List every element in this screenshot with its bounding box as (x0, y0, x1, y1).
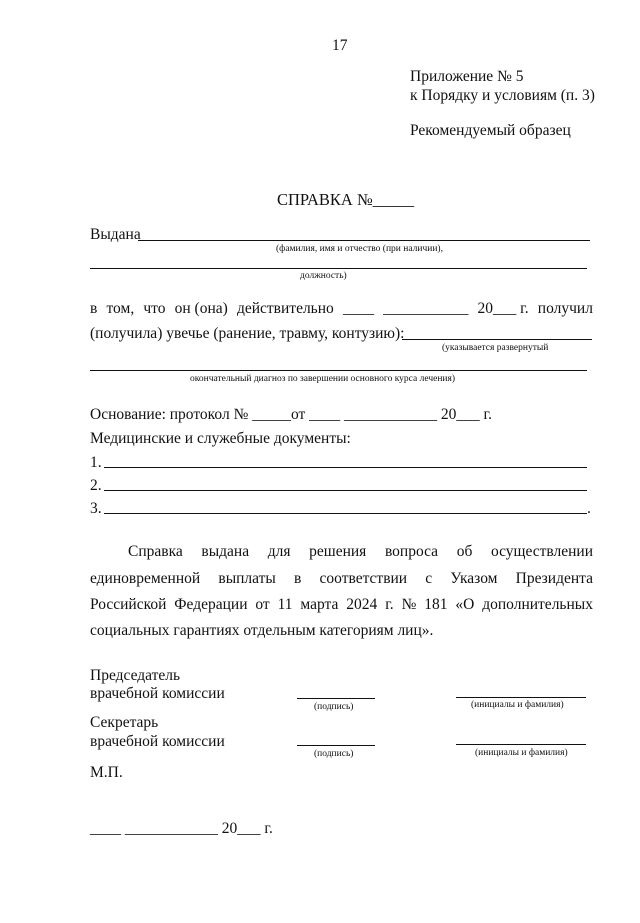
word: в (90, 300, 98, 317)
word: для (267, 543, 291, 560)
document-item-number: 2. (90, 477, 102, 494)
basis-protocol: Основание: протокол № _____от ____ ____________ 20___ г. (90, 406, 493, 423)
word: № (401, 596, 417, 613)
word: дополнительных (482, 596, 593, 613)
secretary-commission: врачебной комиссии (90, 733, 225, 750)
date-day-blank: ____ (342, 300, 374, 317)
caption-signature: (подпись) (314, 702, 354, 712)
paragraph-purpose-line-1 (128, 543, 593, 561)
caption-initials: (инициалы и фамилия) (471, 700, 564, 710)
word: решения (309, 543, 367, 560)
secretary-signature-line (297, 745, 375, 746)
word: действительно (236, 300, 334, 317)
chairman-signature-line (297, 698, 375, 699)
word: в (294, 570, 302, 587)
word: Федерации (174, 596, 248, 613)
seal-mark: М.П. (90, 764, 123, 781)
diagnosis-line-1 (402, 339, 592, 340)
issued-label: Выдана (90, 226, 141, 243)
caption-initials: (инициалы и фамилия) (475, 748, 568, 758)
word: марта (300, 596, 339, 613)
caption-diagnosis-1: (указывается развернутый (442, 343, 549, 353)
word: «О (455, 596, 475, 613)
issued-name-line (138, 240, 590, 241)
caption-full-name: (фамилия, имя и отчество (при наличии), (276, 244, 443, 254)
word: выплаты (218, 570, 276, 587)
paragraph-injury-line-2: (получила) увечье (ранение, травму, контузию): (90, 325, 405, 342)
document-title: СПРАВКА №_____ (277, 190, 414, 209)
word: от (255, 596, 270, 613)
word: соответствии (319, 570, 408, 587)
word: Указом (450, 570, 498, 587)
position-line (90, 268, 587, 269)
appendix-number: Приложение № 5 (410, 68, 524, 85)
word: получил (537, 300, 593, 317)
chairman-title: Председатель (90, 667, 181, 684)
issue-date: ____ ____________ 20___ г. (90, 820, 273, 837)
secretary-title: Секретарь (90, 714, 159, 731)
page-number: 17 (332, 37, 348, 54)
document-list-end-dot: . (587, 500, 591, 517)
caption-position: должность) (300, 271, 347, 281)
word: выдана (201, 543, 250, 560)
word: 2024 (346, 596, 378, 613)
word: что (143, 300, 166, 317)
caption-signature: (подпись) (314, 749, 354, 759)
document-item-line (104, 490, 587, 491)
word: Президента (515, 570, 593, 587)
word: об (456, 543, 473, 560)
chairman-commission: врачебной комиссии (90, 685, 225, 702)
sample-note: Рекомендуемый образец (410, 122, 571, 139)
word: Справка (128, 543, 183, 560)
word: вопроса (384, 543, 439, 560)
word: Российской (90, 596, 167, 613)
secretary-initials-line (456, 744, 586, 745)
document-item-number: 1. (90, 454, 102, 471)
date-month-blank: ___________ (383, 300, 469, 317)
caption-diagnosis-2: окончательный диагноз по завершении основного курса лечения) (190, 374, 456, 384)
appendix-reference: к Порядку и условиям (п. 3) (410, 87, 595, 104)
chairman-initials-line (456, 697, 586, 698)
word: с (425, 570, 433, 587)
diagnosis-line-2 (90, 370, 587, 371)
document-item-line (104, 467, 587, 468)
word: том, (106, 300, 135, 317)
paragraph-purpose-line-2 (90, 570, 593, 588)
documents-label: Медицинские и служебные документы: (90, 430, 351, 447)
word: осуществлении (490, 543, 593, 560)
document-item-number: 3. (90, 500, 102, 517)
document-item-line (104, 513, 587, 514)
word: единовременной (90, 570, 201, 587)
paragraph-purpose-line-3 (90, 596, 593, 614)
paragraph-injury-line-1 (90, 300, 593, 318)
date-year-blank: 20___ г. (477, 300, 529, 317)
word: 181 (424, 596, 448, 613)
word: 11 (277, 596, 293, 613)
word: он (она) (174, 300, 228, 317)
word: г. (385, 596, 394, 613)
paragraph-purpose-line-4: социальных гарантиях отдельным категориям лиц». (90, 622, 434, 639)
